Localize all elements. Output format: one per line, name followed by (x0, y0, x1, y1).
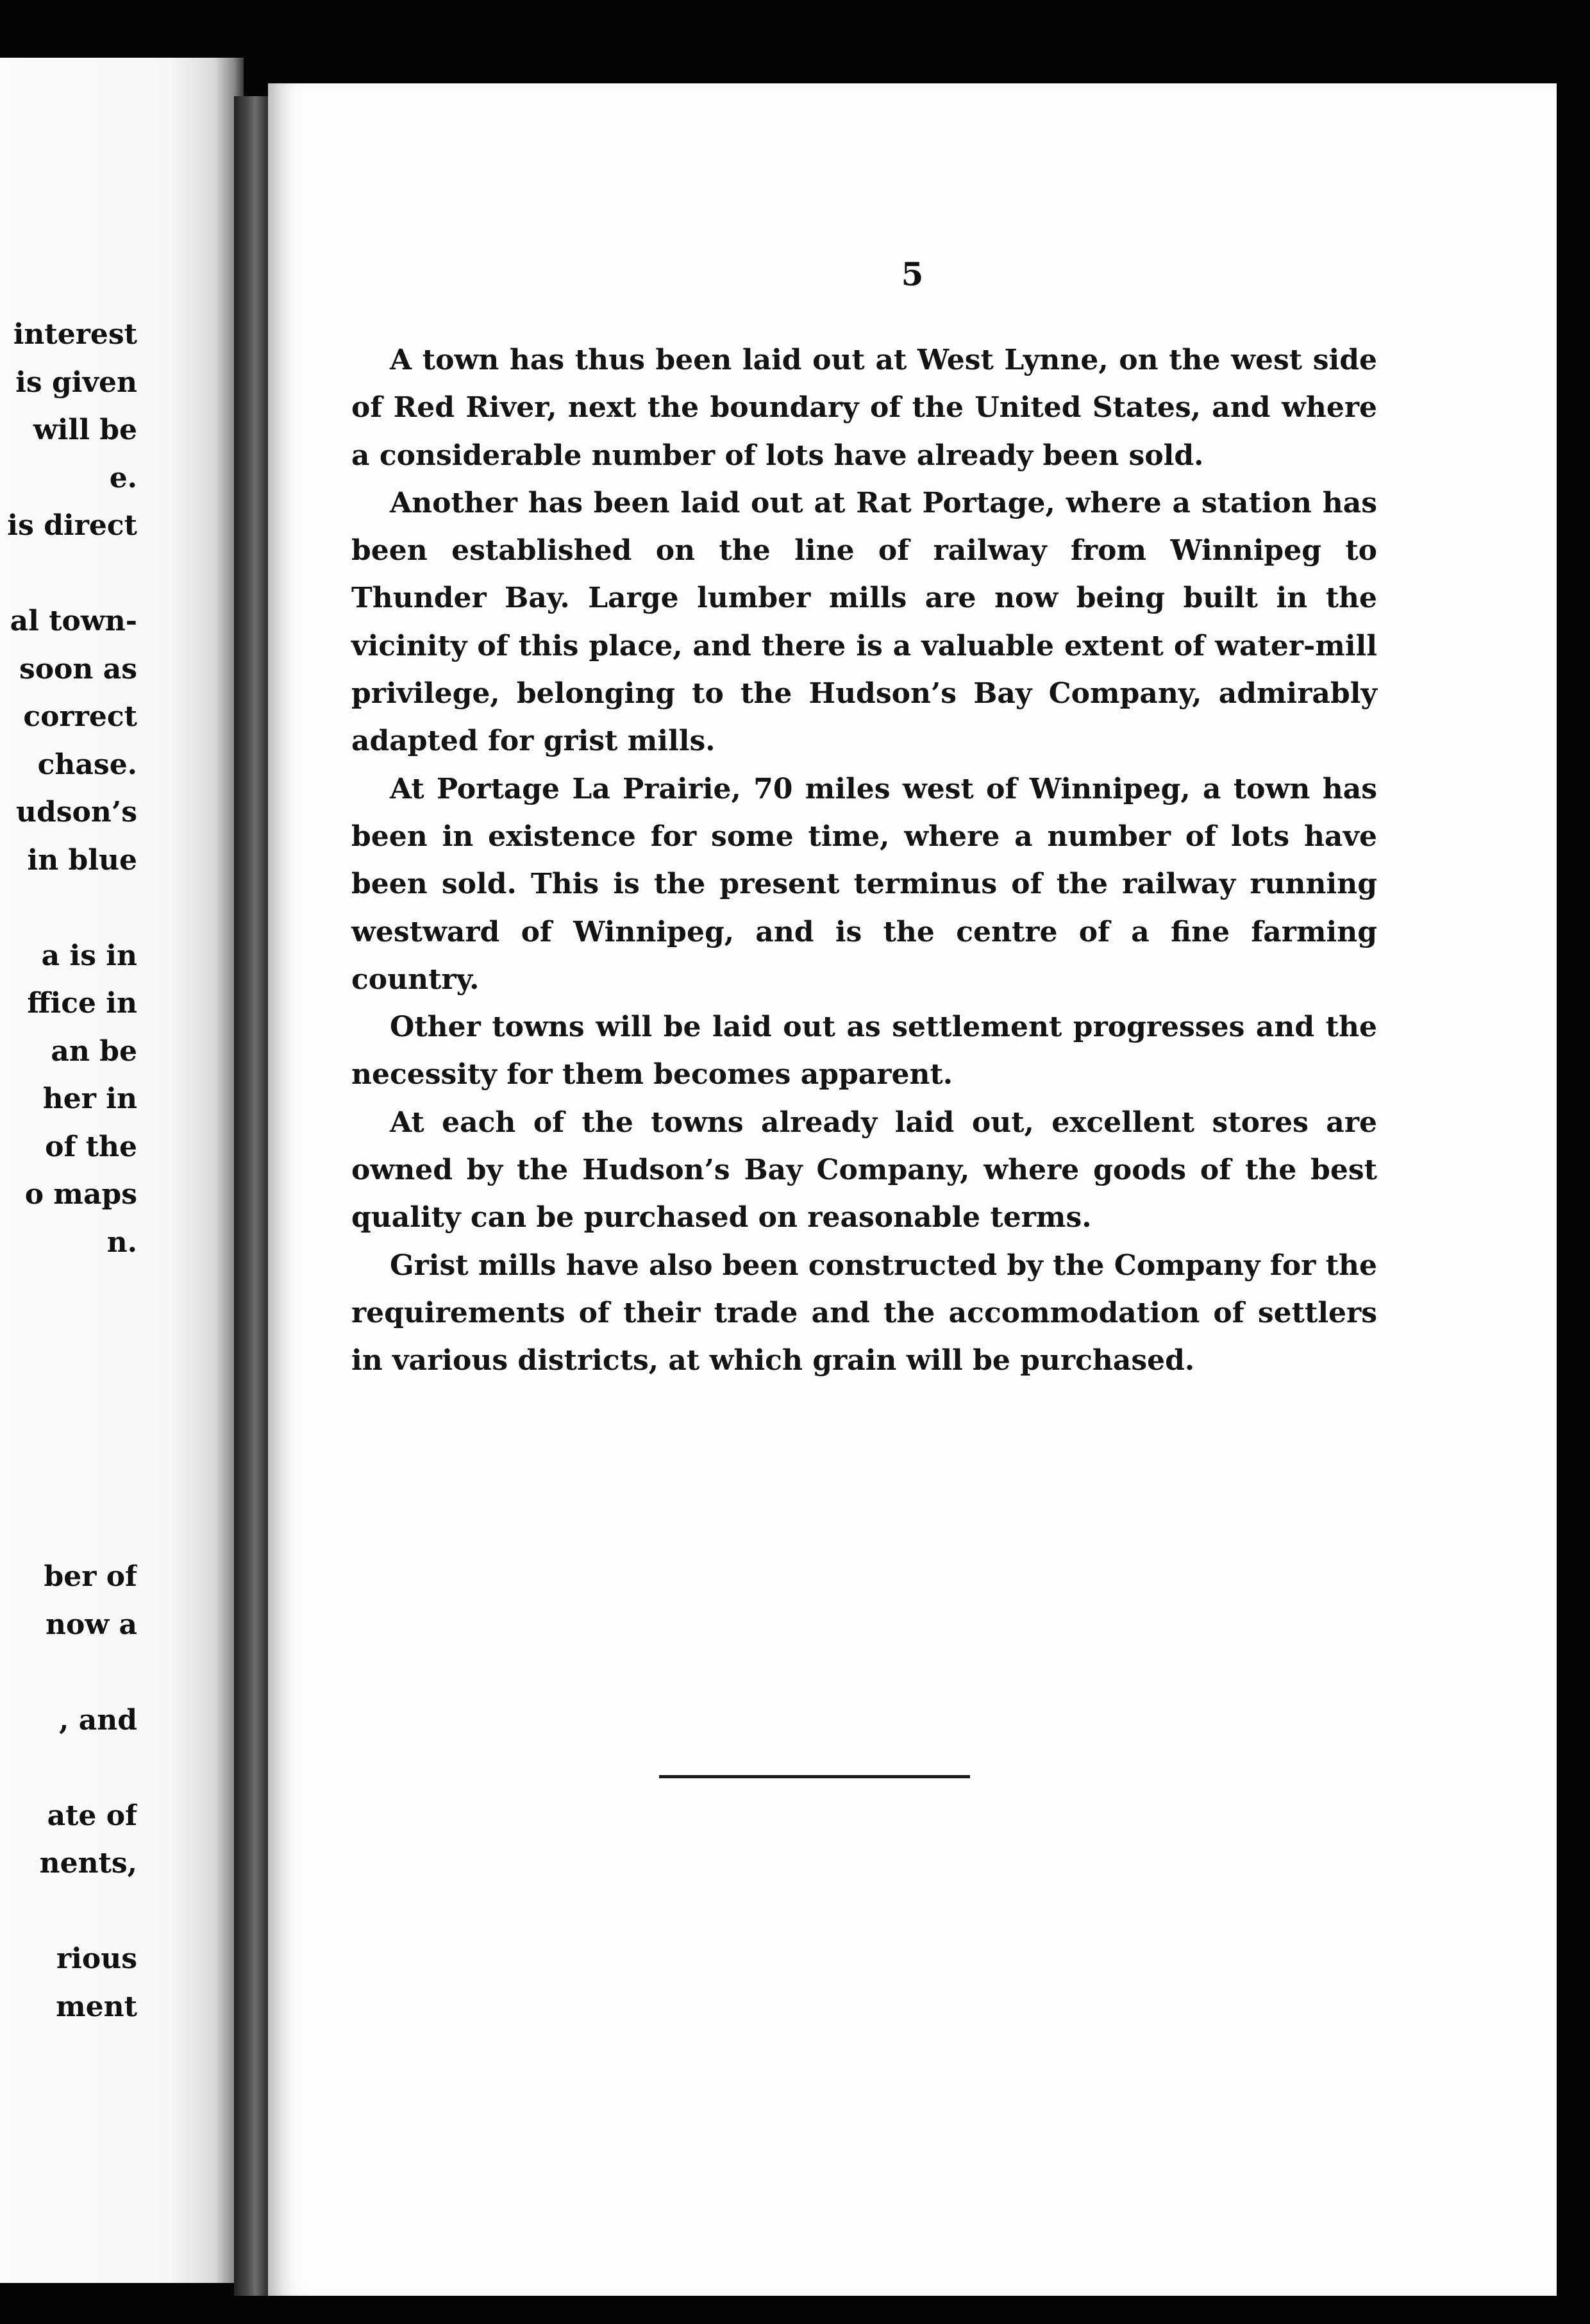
facing-page-line: is given (15, 366, 137, 399)
book-page (268, 83, 1557, 2296)
facing-page-line: nents, (39, 1847, 137, 1880)
facing-page-line: o maps (24, 1178, 137, 1211)
facing-page-line (0, 1506, 137, 1554)
facing-page-line (0, 884, 137, 932)
facing-page-line (0, 1362, 137, 1410)
facing-page-line (0, 1888, 137, 1936)
facing-page-line: a is in (41, 939, 137, 972)
facing-page-line (0, 1458, 137, 1506)
facing-page-line (0, 1267, 137, 1315)
binding-gutter (234, 96, 272, 2296)
facing-page-line: is direct (7, 509, 137, 542)
facing-page-left (0, 58, 244, 2283)
facing-page-line: will be (33, 414, 137, 446)
facing-page-line: an be (51, 1034, 137, 1068)
paragraph-portage-la-prairie: At Portage La Prairie, 70 miles west of Winnipeg, a town has been in existence for some time, where a number of lots have been sold. This is the present terminus of the railway running westward of Winnipeg, and is the centre of a fine farming country. (351, 772, 1377, 996)
facing-page-line: in blue (27, 843, 137, 877)
facing-page-line (0, 1410, 137, 1458)
facing-page-line: e. (109, 461, 137, 494)
page-number: 5 (901, 255, 924, 293)
facing-page-line: n. (106, 1225, 137, 1259)
paragraph-west-lynne: A town has thus been laid out at West Lynne, on the west side of Red River, next the boundary of the United States, and where a considerable number of lots have already been sold. (351, 344, 1377, 472)
facing-page-line: ffice in (27, 987, 137, 1020)
paragraph-stores: At each of the towns already laid out, excellent stores are owned by the Hudson’s Bay Company, where goods of the best quality can be purchased on reasonable terms. (351, 1106, 1377, 1234)
facing-page-line: udson’s (16, 796, 137, 829)
horizontal-rule (659, 1775, 970, 1778)
paragraph-other-towns: Other towns will be laid out as settlement progresses and the necessity for them becomes apparent. (351, 1011, 1377, 1091)
facing-page-line: of the (45, 1130, 137, 1163)
facing-page-text-fragments (0, 311, 137, 2031)
facing-page-line: ber of (44, 1560, 137, 1593)
facing-page-line (0, 1744, 137, 1792)
facing-page-line (0, 1649, 137, 1697)
facing-page-line: now a (45, 1608, 137, 1641)
facing-page-line: al town- (10, 605, 137, 637)
facing-page-line: her in (42, 1082, 137, 1115)
facing-page-line: soon as (19, 652, 137, 686)
facing-page-line: chase. (37, 748, 137, 781)
paragraph-grist-mills: Grist mills have also been constructed by the Company for the requirements of their trade and the accommodation of settlers in various districts, at which grain will be purchased. (351, 1249, 1377, 1377)
facing-page-line: correct (23, 700, 137, 733)
body-text (351, 337, 1377, 1385)
facing-page-line: ment (56, 1990, 137, 2023)
facing-page-line: ate of (47, 1799, 137, 1832)
paragraph-rat-portage: Another has been laid out at Rat Portage, where a station has been established on the line of railway from Winnipeg to Thunder Bay. Large lumber mills are now being built in the vicinity of this place, and there is a valuable extent of water-mill privilege, belonging to the Hudson’s Bay Company, admirably adapted for grist mills. (351, 486, 1377, 758)
facing-page-line (0, 550, 137, 598)
facing-page-line: interest (13, 318, 137, 351)
facing-page-line (0, 1315, 137, 1363)
facing-page-line: , and (59, 1703, 137, 1737)
facing-page-line: rious (56, 1942, 137, 1975)
